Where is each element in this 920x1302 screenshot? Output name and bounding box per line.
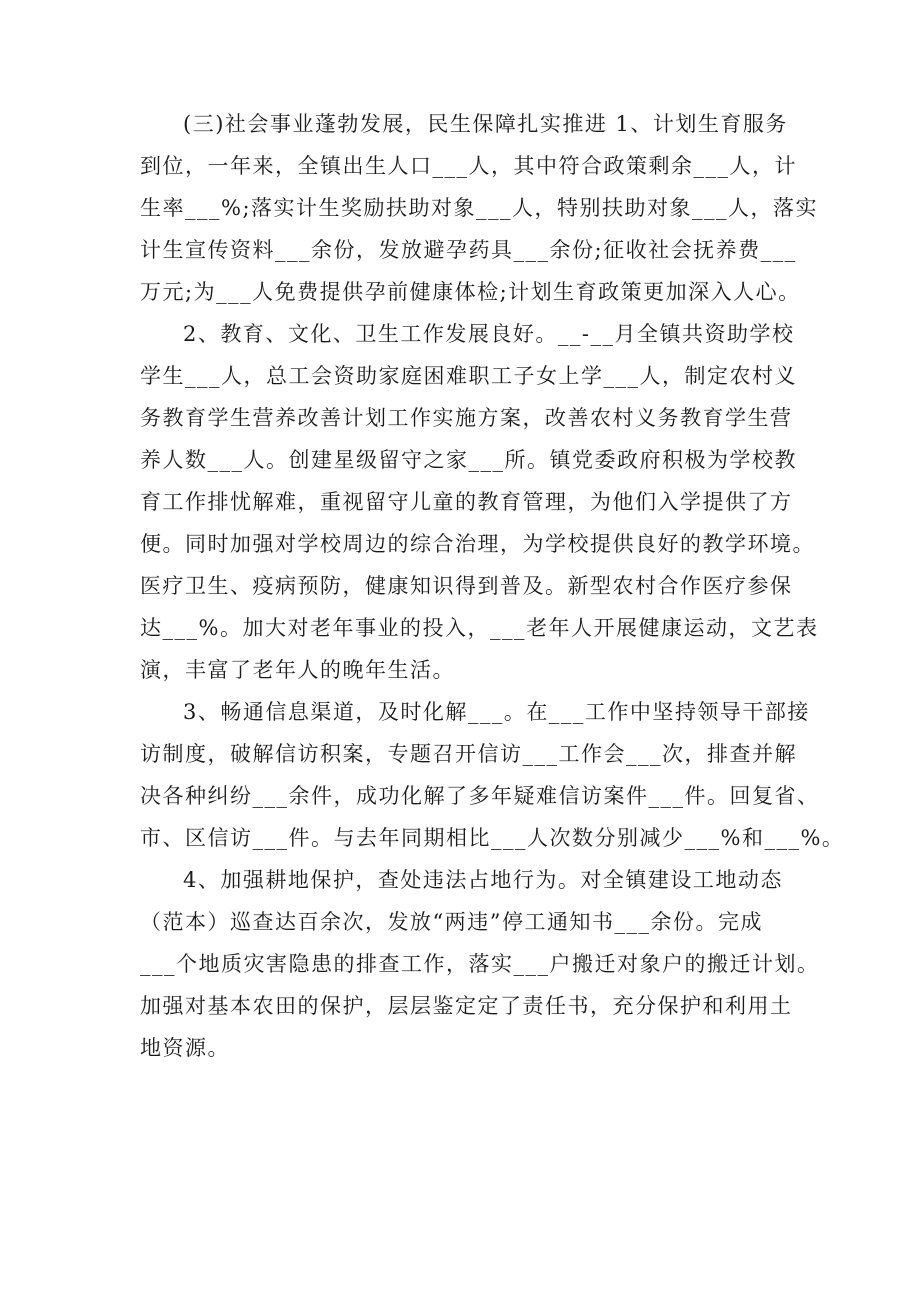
text-line: 3、畅通信息渠道，及时化解___。在___工作中坚持领导干部接 — [183, 700, 810, 724]
text-line: 生率___%;落实计生奖励扶助对象___人，特别扶助对象___人，落实 — [140, 196, 819, 220]
text-line: 到位，一年来，全镇出生人口___人，其中符合政策剩余___人，计 — [140, 154, 797, 178]
text-line: 2、教育、文化、卫生工作发展良好。__-__月全镇共资助学校 — [183, 322, 795, 346]
text-line: 便。同时加强对学校周边的综合治理，为学校提供良好的教学环境。 — [140, 532, 815, 556]
text-line: 万元;为___人免费提供孕前健康体检;计划生育政策更加深入人心。 — [140, 280, 801, 304]
text-line: ___个地质灾害隐患的排查工作，落实___户搬迁对象户的搬迁计划。 — [140, 952, 820, 976]
text-line: 4、加强耕地保护，查处违法占地行为。对全镇建设工地动态 — [183, 868, 783, 892]
text-line: 计生宣传资料___余份，发放避孕药具___余份;征收社会抚养费___ — [140, 238, 797, 262]
text-line: 访制度，破解信访积案，专题召开信访___工作会___次，排查并解 — [140, 742, 797, 766]
document-body — [140, 103, 845, 1069]
text-line: 达___%。加大对老年事业的投入，___老年人开展健康运动，文艺表 — [140, 616, 819, 640]
text-line: 学生___人，总工会资助家庭困难职工子女上学___人，制定农村义 — [140, 364, 797, 388]
text-line: 市、区信访___件。与去年同期相比___人次数分别减少___%和___%。 — [140, 826, 845, 850]
text-line: 加强对基本农田的保护，层层鉴定定了责任书，充分保护和利用土 — [140, 994, 793, 1018]
text-line: 地资源。 — [140, 1036, 230, 1060]
text-line: 决各种纠纷___余件，成功化解了多年疑难信访案件___件。回复省、 — [140, 784, 820, 808]
text-line: (三)社会事业蓬勃发展，民生保障扎实推进 1、计划生育服务 — [183, 112, 788, 136]
text-line: 医疗卫生、疫病预防，健康知识得到普及。新型农村合作医疗参保 — [140, 574, 793, 598]
text-line: 育工作排忧解难，重视留守儿童的教育管理，为他们入学提供了方 — [140, 490, 793, 514]
text-line: （范本）巡查达百余次，发放“两违”停工通知书___余份。完成 — [140, 910, 763, 934]
text-line: 演，丰富了老年人的晚年生活。 — [140, 658, 455, 682]
text-line: 务教育学生营养改善计划工作实施方案，改善农村义务教育学生营 — [140, 406, 793, 430]
text-line: 养人数___人。创建星级留守之家___所。镇党委政府积极为学校教 — [140, 448, 797, 472]
